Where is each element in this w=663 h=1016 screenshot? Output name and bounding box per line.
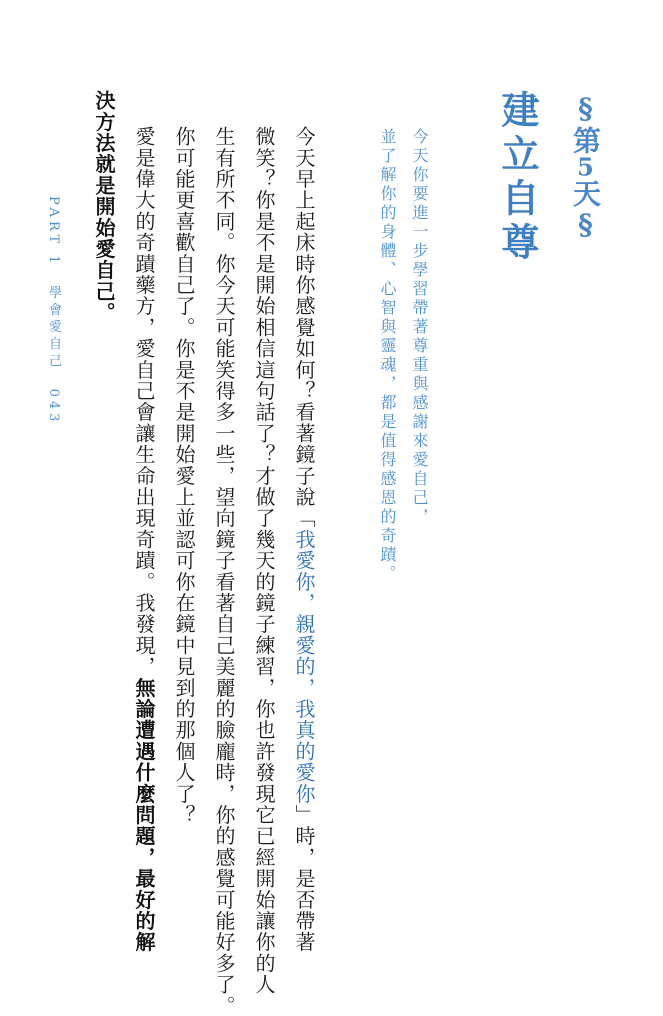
intro-line-1: 今天你要進一步學習帶著尊重與感謝來愛自己， [410, 128, 429, 527]
running-footer [44, 196, 63, 425]
body-text: 愛是偉大的奇蹟藥方，愛自己會讓生命出現奇蹟。我發現， [132, 126, 156, 678]
emphasis-text: 決方法就是開始愛自己。 [92, 90, 116, 324]
page-title: 建立自尊 [495, 90, 540, 266]
intro-line-2: 並了解你的身體、心智與靈魂，都是值得感恩的奇蹟。 [378, 128, 397, 584]
emphasis-text: 無論遭遇什麼問題，最好的解 [132, 677, 156, 953]
body-text: 」時，是否帶著 [292, 804, 316, 953]
affirmation-quote: 我愛你，親愛的，我真的愛你 [292, 528, 316, 805]
body-line-4: 你可能更喜歡自己了。你是不是開始愛上並認可你在鏡中見到的那個人了？ [172, 126, 196, 826]
day-number: 5 [577, 155, 594, 179]
day-suffix: 天§ [569, 179, 602, 242]
day-prefix: §第 [569, 92, 602, 155]
body-text: 今天早上起床時你感覺如何？看著鏡子說「 [292, 126, 316, 529]
body-line-5 [130, 126, 159, 953]
body-line-6 [90, 90, 119, 323]
day-label [565, 92, 605, 242]
footer-part: PART 1 [46, 196, 61, 268]
body-line-1 [290, 126, 319, 953]
footer-section: 學會愛自己 [46, 285, 61, 371]
body-line-2: 微笑？你是不是開始相信這句話了？才做了幾天的鏡子練習，你也許發現它已經開始讓你的人 [252, 126, 276, 996]
body-line-3: 生有所不同。你今天可能笑得多一些，望向鏡子看著自己美麗的臉龐時，你的感覺可能好多了。 [212, 126, 236, 1016]
page-number: 043 [46, 388, 61, 426]
